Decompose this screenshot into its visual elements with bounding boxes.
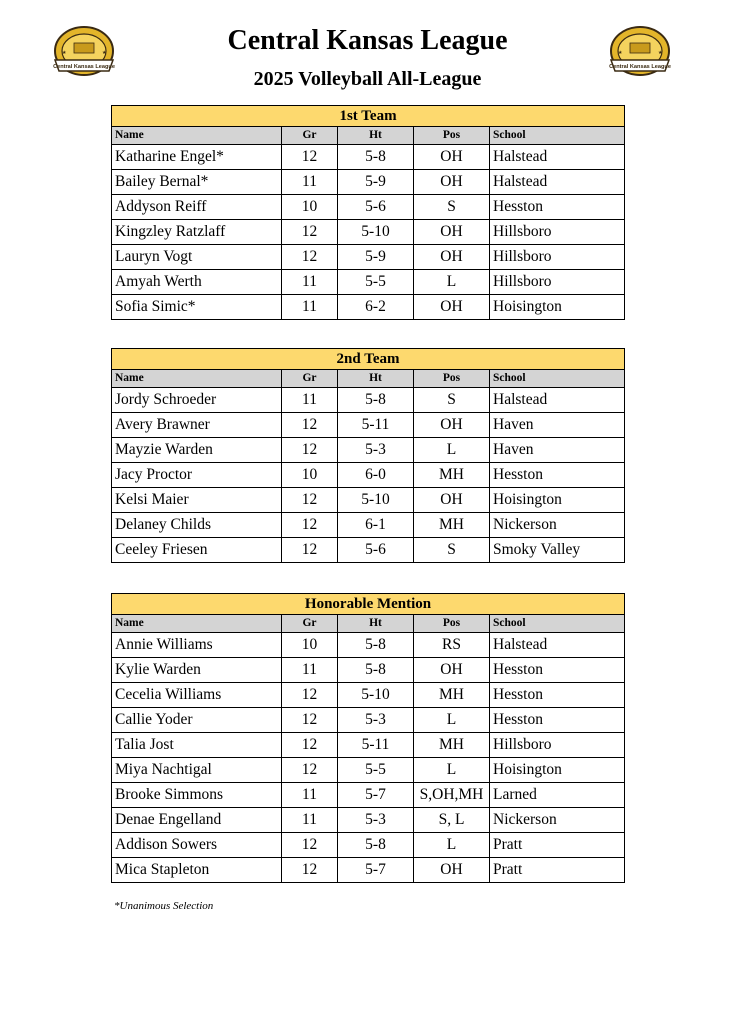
svg-text:★: ★ xyxy=(658,51,663,56)
player-grade: 11 xyxy=(282,808,338,833)
player-grade: 12 xyxy=(282,538,338,563)
player-school: Hesston xyxy=(490,195,625,220)
player-name: Avery Brawner xyxy=(112,413,282,438)
player-name: Delaney Childs xyxy=(112,513,282,538)
table-row xyxy=(112,758,625,783)
player-height: 5-10 xyxy=(338,220,414,245)
player-position: L xyxy=(414,438,490,463)
player-height: 6-2 xyxy=(338,295,414,320)
player-grade: 10 xyxy=(282,633,338,658)
player-name: Mayzie Warden xyxy=(112,438,282,463)
player-height: 5-10 xyxy=(338,488,414,513)
player-height: 5-11 xyxy=(338,413,414,438)
column-header-position: Pos xyxy=(414,615,490,633)
table-row xyxy=(112,438,625,463)
player-name: Addison Sowers xyxy=(112,833,282,858)
section-title: Honorable Mention xyxy=(112,594,625,615)
player-name: Brooke Simmons xyxy=(112,783,282,808)
page-title: Central Kansas League xyxy=(227,25,508,56)
player-school: Haven xyxy=(490,438,625,463)
player-grade: 12 xyxy=(282,245,338,270)
column-header-name: Name xyxy=(112,615,282,633)
player-school: Pratt xyxy=(490,833,625,858)
footnote: *Unanimous Selection xyxy=(114,900,214,912)
player-height: 5-3 xyxy=(338,438,414,463)
player-grade: 11 xyxy=(282,270,338,295)
player-grade: 12 xyxy=(282,220,338,245)
player-name: Kingzley Ratzlaff xyxy=(112,220,282,245)
player-school: Halstead xyxy=(490,633,625,658)
column-header-grade: Gr xyxy=(282,127,338,145)
table-row xyxy=(112,270,625,295)
player-position: OH xyxy=(414,858,490,883)
column-header-height: Ht xyxy=(338,127,414,145)
first-team-table xyxy=(111,105,625,320)
table-row xyxy=(112,195,625,220)
player-name: Lauryn Vogt xyxy=(112,245,282,270)
column-header-height: Ht xyxy=(338,370,414,388)
player-height: 5-10 xyxy=(338,683,414,708)
player-grade: 12 xyxy=(282,683,338,708)
player-height: 5-8 xyxy=(338,658,414,683)
table-row xyxy=(112,463,625,488)
player-position: RS xyxy=(414,633,490,658)
table-row xyxy=(112,413,625,438)
player-grade: 11 xyxy=(282,170,338,195)
player-name: Katharine Engel* xyxy=(112,145,282,170)
player-school: Hoisington xyxy=(490,295,625,320)
page-subtitle: 2025 Volleyball All-League xyxy=(253,68,482,90)
player-height: 5-5 xyxy=(338,758,414,783)
second-team-table xyxy=(111,348,625,563)
player-name: Kelsi Maier xyxy=(112,488,282,513)
section-title: 2nd Team xyxy=(112,349,625,370)
svg-text:★: ★ xyxy=(618,51,623,56)
player-school: Hillsboro xyxy=(490,733,625,758)
player-position: L xyxy=(414,270,490,295)
player-grade: 11 xyxy=(282,295,338,320)
table-row xyxy=(112,388,625,413)
player-school: Hillsboro xyxy=(490,270,625,295)
column-header-grade: Gr xyxy=(282,370,338,388)
column-header-position: Pos xyxy=(414,370,490,388)
table-row xyxy=(112,833,625,858)
player-height: 5-3 xyxy=(338,708,414,733)
section-title: 1st Team xyxy=(112,106,625,127)
table-row xyxy=(112,295,625,320)
player-school: Hesston xyxy=(490,683,625,708)
player-position: S xyxy=(414,388,490,413)
table-row xyxy=(112,858,625,883)
player-name: Mica Stapleton xyxy=(112,858,282,883)
table-row xyxy=(112,245,625,270)
player-position: OH xyxy=(414,170,490,195)
player-position: OH xyxy=(414,245,490,270)
player-name: Jacy Proctor xyxy=(112,463,282,488)
player-position: S xyxy=(414,195,490,220)
player-height: 5-7 xyxy=(338,858,414,883)
player-grade: 12 xyxy=(282,708,338,733)
logo-right-text: Central Kansas League xyxy=(609,64,671,70)
table-row xyxy=(112,708,625,733)
player-grade: 12 xyxy=(282,858,338,883)
table-row xyxy=(112,658,625,683)
column-header-position: Pos xyxy=(414,127,490,145)
player-school: Hoisington xyxy=(490,488,625,513)
player-height: 5-6 xyxy=(338,538,414,563)
player-school: Halstead xyxy=(490,170,625,195)
player-grade: 11 xyxy=(282,783,338,808)
player-name: Annie Williams xyxy=(112,633,282,658)
player-name: Bailey Bernal* xyxy=(112,170,282,195)
player-name: Sofia Simic* xyxy=(112,295,282,320)
player-name: Addyson Reiff xyxy=(112,195,282,220)
column-header-school: School xyxy=(490,615,625,633)
player-school: Hesston xyxy=(490,463,625,488)
player-name: Kylie Warden xyxy=(112,658,282,683)
player-school: Larned xyxy=(490,783,625,808)
player-name: Miya Nachtigal xyxy=(112,758,282,783)
table-row xyxy=(112,538,625,563)
player-school: Hillsboro xyxy=(490,220,625,245)
player-name: Ceeley Friesen xyxy=(112,538,282,563)
svg-text:★: ★ xyxy=(102,51,107,56)
player-height: 5-11 xyxy=(338,733,414,758)
player-position: OH xyxy=(414,220,490,245)
player-school: Hoisington xyxy=(490,758,625,783)
player-height: 5-9 xyxy=(338,245,414,270)
player-position: OH xyxy=(414,145,490,170)
player-position: MH xyxy=(414,733,490,758)
table-row xyxy=(112,170,625,195)
player-name: Cecelia Williams xyxy=(112,683,282,708)
player-school: Smoky Valley xyxy=(490,538,625,563)
player-grade: 12 xyxy=(282,145,338,170)
player-position: S,OH,MH xyxy=(414,783,490,808)
player-school: Halstead xyxy=(490,388,625,413)
player-height: 5-5 xyxy=(338,270,414,295)
player-grade: 10 xyxy=(282,463,338,488)
player-position: OH xyxy=(414,295,490,320)
player-school: Halstead xyxy=(490,145,625,170)
player-position: L xyxy=(414,833,490,858)
player-school: Hesston xyxy=(490,708,625,733)
player-grade: 12 xyxy=(282,758,338,783)
player-grade: 12 xyxy=(282,438,338,463)
player-school: Hesston xyxy=(490,658,625,683)
player-name: Talia Jost xyxy=(112,733,282,758)
player-grade: 12 xyxy=(282,733,338,758)
column-header-school: School xyxy=(490,127,625,145)
player-height: 5-7 xyxy=(338,783,414,808)
player-grade: 11 xyxy=(282,658,338,683)
table-row xyxy=(112,513,625,538)
player-position: MH xyxy=(414,513,490,538)
player-position: L xyxy=(414,708,490,733)
player-grade: 12 xyxy=(282,488,338,513)
player-position: S, L xyxy=(414,808,490,833)
player-name: Jordy Schroeder xyxy=(112,388,282,413)
player-grade: 12 xyxy=(282,513,338,538)
table-row xyxy=(112,145,625,170)
table-row xyxy=(112,783,625,808)
player-position: OH xyxy=(414,658,490,683)
player-height: 5-3 xyxy=(338,808,414,833)
table-row xyxy=(112,733,625,758)
player-height: 5-8 xyxy=(338,633,414,658)
table-row xyxy=(112,808,625,833)
column-header-name: Name xyxy=(112,370,282,388)
player-height: 5-6 xyxy=(338,195,414,220)
column-header-school: School xyxy=(490,370,625,388)
player-position: S xyxy=(414,538,490,563)
player-name: Callie Yoder xyxy=(112,708,282,733)
table-row xyxy=(112,488,625,513)
player-grade: 12 xyxy=(282,413,338,438)
logo-left-text: Central Kansas League xyxy=(53,64,115,70)
player-name: Amyah Werth xyxy=(112,270,282,295)
player-school: Haven xyxy=(490,413,625,438)
player-school: Hillsboro xyxy=(490,245,625,270)
player-position: L xyxy=(414,758,490,783)
table-row xyxy=(112,633,625,658)
table-row xyxy=(112,683,625,708)
player-height: 6-1 xyxy=(338,513,414,538)
player-grade: 11 xyxy=(282,388,338,413)
player-school: Nickerson xyxy=(490,513,625,538)
player-position: OH xyxy=(414,413,490,438)
column-header-grade: Gr xyxy=(282,615,338,633)
column-header-name: Name xyxy=(112,127,282,145)
player-height: 5-8 xyxy=(338,388,414,413)
player-school: Nickerson xyxy=(490,808,625,833)
player-position: MH xyxy=(414,683,490,708)
player-height: 5-8 xyxy=(338,145,414,170)
player-grade: 12 xyxy=(282,833,338,858)
player-height: 6-0 xyxy=(338,463,414,488)
player-height: 5-9 xyxy=(338,170,414,195)
player-school: Pratt xyxy=(490,858,625,883)
player-name: Denae Engelland xyxy=(112,808,282,833)
column-header-height: Ht xyxy=(338,615,414,633)
player-position: MH xyxy=(414,463,490,488)
player-height: 5-8 xyxy=(338,833,414,858)
svg-text:★: ★ xyxy=(62,51,67,56)
table-row xyxy=(112,220,625,245)
player-position: OH xyxy=(414,488,490,513)
honorable-mention-table xyxy=(111,593,625,883)
player-grade: 10 xyxy=(282,195,338,220)
